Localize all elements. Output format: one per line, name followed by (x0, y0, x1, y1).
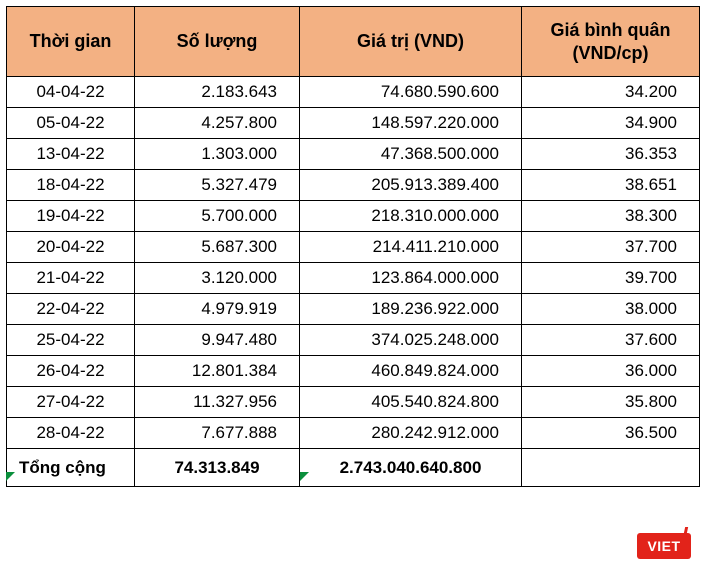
cell-value: 214.411.210.000 (300, 232, 522, 263)
logo-text: VIET (647, 538, 681, 554)
logo-tick-icon (683, 527, 688, 538)
cell-date: 26-04-22 (7, 356, 135, 387)
column-header-average-price-line1: Giá bình quân (550, 20, 671, 40)
total-row (7, 449, 700, 487)
table-row (7, 108, 700, 139)
cell-value: 460.849.824.000 (300, 356, 522, 387)
total-value: 2.743.040.640.800 (300, 449, 522, 487)
cell-date: 20-04-22 (7, 232, 135, 263)
total-average-price (522, 449, 700, 487)
cell-date: 22-04-22 (7, 294, 135, 325)
cell-quantity: 2.183.643 (135, 77, 300, 108)
cell-average-price: 36.353 (522, 139, 700, 170)
table-header (7, 7, 700, 77)
cell-value: 374.025.248.000 (300, 325, 522, 356)
table-row (7, 356, 700, 387)
cell-value: 205.913.389.400 (300, 170, 522, 201)
cell-date: 27-04-22 (7, 387, 135, 418)
cell-date: 04-04-22 (7, 77, 135, 108)
cell-quantity: 1.303.000 (135, 139, 300, 170)
cell-quantity: 4.257.800 (135, 108, 300, 139)
cell-average-price: 37.700 (522, 232, 700, 263)
table-body (7, 77, 700, 487)
cell-value: 74.680.590.600 (300, 77, 522, 108)
cell-value: 189.236.922.000 (300, 294, 522, 325)
cell-date: 13-04-22 (7, 139, 135, 170)
table-row (7, 325, 700, 356)
cell-average-price: 38.651 (522, 170, 700, 201)
cell-quantity: 9.947.480 (135, 325, 300, 356)
table-row (7, 294, 700, 325)
cell-date: 28-04-22 (7, 418, 135, 449)
table-row (7, 418, 700, 449)
cell-value: 405.540.824.800 (300, 387, 522, 418)
transactions-table (6, 6, 700, 487)
cell-quantity: 5.327.479 (135, 170, 300, 201)
cell-quantity: 7.677.888 (135, 418, 300, 449)
cell-quantity: 4.979.919 (135, 294, 300, 325)
total-label: Tổng cộng (7, 449, 135, 487)
cell-date: 25-04-22 (7, 325, 135, 356)
cell-average-price: 38.300 (522, 201, 700, 232)
cell-average-price: 37.600 (522, 325, 700, 356)
cell-average-price: 39.700 (522, 263, 700, 294)
cell-date: 05-04-22 (7, 108, 135, 139)
table-row (7, 170, 700, 201)
total-quantity: 74.313.849 (135, 449, 300, 487)
header-row (7, 7, 700, 77)
cell-average-price: 36.000 (522, 356, 700, 387)
column-header-quantity: Số lượng (135, 7, 300, 77)
cell-value: 280.242.912.000 (300, 418, 522, 449)
column-header-time: Thời gian (7, 7, 135, 77)
cell-date: 21-04-22 (7, 263, 135, 294)
cell-value: 123.864.000.000 (300, 263, 522, 294)
cell-value: 218.310.000.000 (300, 201, 522, 232)
cell-average-price: 34.200 (522, 77, 700, 108)
cell-quantity: 5.687.300 (135, 232, 300, 263)
cell-average-price: 36.500 (522, 418, 700, 449)
table-row (7, 139, 700, 170)
viet-logo (637, 533, 691, 559)
table-row (7, 232, 700, 263)
cell-average-price: 35.800 (522, 387, 700, 418)
cell-date: 18-04-22 (7, 170, 135, 201)
cell-date: 19-04-22 (7, 201, 135, 232)
table-row (7, 263, 700, 294)
cell-quantity: 3.120.000 (135, 263, 300, 294)
cell-value: 47.368.500.000 (300, 139, 522, 170)
cell-average-price: 38.000 (522, 294, 700, 325)
column-header-value: Giá trị (VND) (300, 7, 522, 77)
column-header-average-price-line2: (VND/cp) (572, 42, 649, 63)
column-header-average-price (522, 7, 700, 77)
cell-quantity: 12.801.384 (135, 356, 300, 387)
table-row (7, 387, 700, 418)
cell-quantity: 5.700.000 (135, 201, 300, 232)
cell-value: 148.597.220.000 (300, 108, 522, 139)
table-row (7, 77, 700, 108)
data-table-container (6, 6, 699, 487)
cell-average-price: 34.900 (522, 108, 700, 139)
table-row (7, 201, 700, 232)
cell-quantity: 11.327.956 (135, 387, 300, 418)
